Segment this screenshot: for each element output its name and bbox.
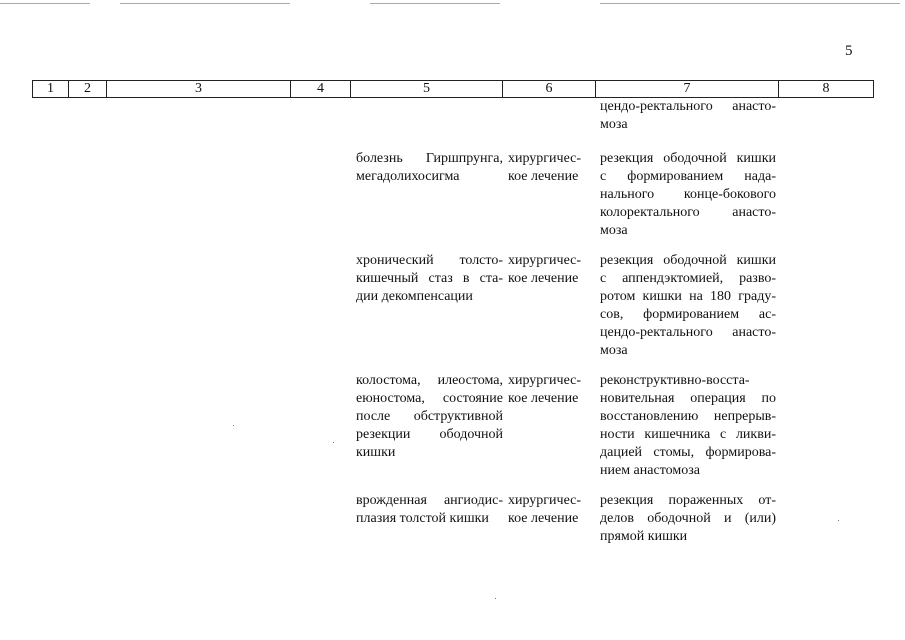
text-line: прямой кишки [600, 529, 688, 544]
row-3-treatment [508, 372, 588, 408]
text-line: ности кишечника с ликви- [600, 427, 776, 442]
text-line: делов ободочной и (или) [600, 511, 776, 526]
text-line: резекция пораженных от- [600, 493, 776, 508]
text-line: резекции ободочной [356, 427, 503, 442]
text-line: резекция ободочной кишки [600, 151, 776, 166]
text-line: сов, формированием ас- [600, 307, 776, 322]
text-line: нального конце-бокового [600, 187, 776, 202]
text-line: резекция ободочной кишки [600, 253, 776, 268]
row-1-treatment [508, 150, 588, 186]
text-line: нием анастомоза [600, 463, 700, 478]
text-line: кое лечение [508, 391, 579, 406]
text-line: еюностома, состояние [356, 391, 503, 406]
scan-artifact [370, 3, 500, 4]
scan-artifact [0, 3, 90, 4]
text-line: цендо-ректального анасто- [600, 325, 776, 340]
scan-speck [333, 442, 334, 443]
column-number-6: 6 [503, 81, 596, 98]
text-line: с аппендэктомией, разво- [600, 271, 776, 286]
text-line: колоректального анасто- [600, 205, 776, 220]
row-4-treatment [508, 492, 588, 528]
row-3-condition [356, 372, 503, 462]
scan-speck [838, 520, 839, 521]
text-line: кое лечение [508, 169, 579, 184]
text-line: хирургичес- [508, 151, 582, 166]
column-number-4: 4 [291, 81, 351, 98]
scan-artifact [120, 3, 290, 4]
scan-speck [233, 425, 234, 426]
text-line: с формированием нада- [600, 169, 776, 184]
row-4-condition [356, 492, 503, 528]
text-line: плазия толстой кишки [356, 511, 489, 526]
column-number-3: 3 [107, 81, 291, 98]
row-4-method [600, 492, 776, 546]
column-number-5: 5 [351, 81, 503, 98]
text-line: хирургичес- [508, 373, 582, 388]
scan-speck [495, 598, 496, 599]
text-line: болезнь Гиршпрунга, [356, 151, 503, 166]
text-line: кое лечение [508, 511, 579, 526]
text-line: новительная операция по [600, 391, 776, 406]
column-number-7: 7 [596, 81, 779, 98]
text-line: моза [600, 343, 628, 358]
page-number: 5 [845, 43, 853, 59]
row-2-condition [356, 252, 503, 306]
row-3-method [600, 372, 776, 480]
column-number-8: 8 [779, 81, 874, 98]
column-number-header [32, 80, 874, 98]
text-line: хронический толсто- [356, 253, 503, 268]
text-line: моза [600, 223, 628, 238]
scan-artifact [600, 3, 900, 4]
text-line: мегадолихосигма [356, 169, 460, 184]
text-line: восстановлению непрерыв- [600, 409, 776, 424]
text-line: цендо-ректального анасто- [600, 99, 776, 114]
text-line: ротом кишки на 180 граду- [600, 289, 776, 304]
text-line: после обструктивной [356, 409, 503, 424]
text-line: хирургичес- [508, 493, 582, 508]
row-2-treatment [508, 252, 588, 288]
column-number-2: 2 [69, 81, 107, 98]
text-line: дацией стомы, формирова- [600, 445, 776, 460]
text-line: колостома, илеостома, [356, 373, 503, 388]
text-line: дии декомпенсации [356, 289, 473, 304]
row-1-method [600, 150, 776, 240]
row-2-method [600, 252, 776, 360]
text-line: кишки [356, 445, 396, 460]
text-line: хирургичес- [508, 253, 582, 268]
text-line: моза [600, 117, 628, 132]
column-number-1: 1 [33, 81, 69, 98]
text-line: кишечный стаз в ста- [356, 271, 503, 286]
text-line: врожденная ангиодис- [356, 493, 503, 508]
row-1-condition [356, 150, 503, 186]
continued-method-text [600, 98, 776, 134]
text-line: кое лечение [508, 271, 579, 286]
text-line: реконструктивно-восста- [600, 373, 750, 388]
